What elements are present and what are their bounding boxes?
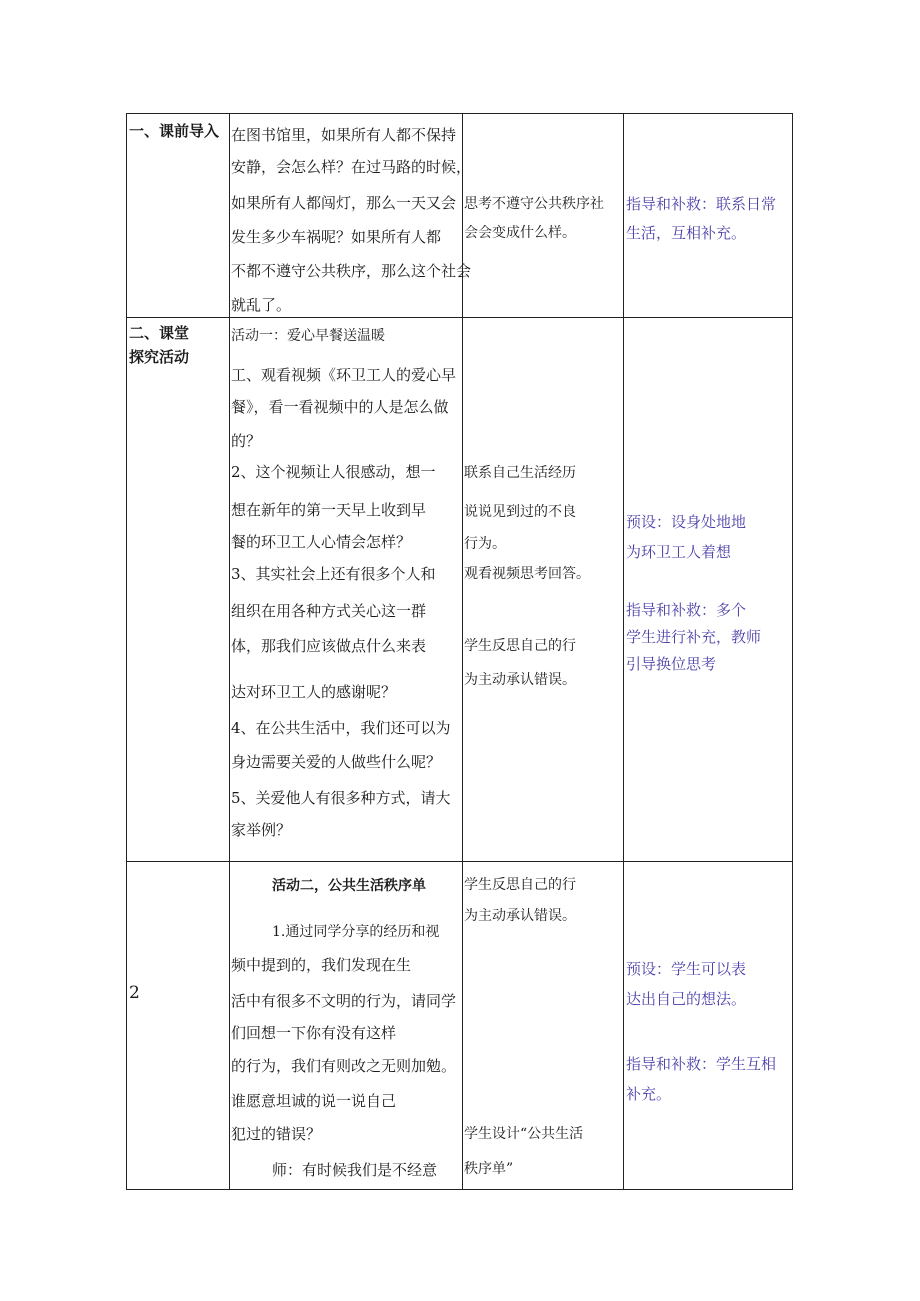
teacher-line: 不都不遵守公共秩序，那么这个社会 [231, 262, 472, 280]
teacher-line: 如果所有人都闯灯，那么一天又会 [231, 194, 457, 212]
row-divider-1 [126, 317, 793, 318]
student-line: 学生反思自己的行 [464, 877, 576, 893]
design-line: 引导换位思考 [626, 655, 717, 673]
design-line: 指导和补救：学生互相 [626, 1055, 777, 1073]
student-line: 联系自己生活经历 [464, 465, 576, 481]
teacher-line: 家举例？ [231, 821, 292, 839]
section-label-3: 2 [129, 983, 140, 1003]
table-divider-col3 [623, 113, 624, 1190]
teacher-line: 在图书馆里，如果所有人都不保持 [231, 126, 457, 144]
section-label-2b: 探究活动 [129, 348, 190, 366]
section-label-2: 二、课堂 [129, 324, 190, 342]
design-line: 为环卫工人着想 [626, 543, 732, 561]
teacher-line: 的？ [231, 432, 262, 450]
teacher-line: 体，那我们应该做点什么来表 [231, 637, 427, 655]
teacher-line: 就乱了。 [231, 296, 292, 314]
teacher-line: 餐》，看一看视频中的人是怎么做 [231, 398, 449, 416]
table-border-left [126, 113, 127, 1190]
design-line: 指导和补救：多个 [626, 601, 747, 619]
table-border-top [126, 113, 793, 114]
teacher-line: 师：有时候我们是不经意 [272, 1161, 438, 1179]
teacher-line: 2、这个视频让人很感动，想一 [231, 463, 436, 481]
teacher-line: 们回想一下你有没有这样 [231, 1024, 397, 1042]
teacher-line: 4、在公共生活中，我们还可以为 [231, 719, 451, 737]
teacher-line: 频中提到的，我们发现在生 [231, 956, 412, 974]
table-border-bottom [126, 1189, 793, 1190]
teacher-line: 活中有很多不文明的行为，请同学 [231, 992, 457, 1010]
teacher-line: 1.通过同学分享的经历和视 [272, 924, 440, 940]
row-divider-2 [126, 861, 793, 862]
table-border-right [792, 113, 793, 1190]
teacher-line: 犯过的错误？ [231, 1125, 322, 1143]
teacher-line: 达对环卫工人的感谢呢？ [231, 683, 397, 701]
design-line: 预设：学生可以表 [626, 960, 747, 978]
student-line: 会会变成什么样。 [464, 225, 576, 241]
teacher-line: 谁愿意坦诚的说一说自己 [231, 1092, 397, 1110]
teacher-line: 的行为，我们有则改之无则加勉。 [231, 1057, 457, 1075]
student-line: 为主动承认错误。 [464, 908, 576, 924]
teacher-line: 想在新年的第一天早上收到早 [231, 501, 427, 519]
student-line: 思考不遵守公共秩序社 [464, 196, 604, 212]
teacher-line: 工、观看视频《环卫工人的爱心早 [231, 366, 457, 384]
design-line: 预设：设身处地地 [626, 513, 747, 531]
student-line: 行为。 [464, 536, 506, 552]
student-line: 学生设计“公共生活 [464, 1126, 584, 1142]
table-divider-col1 [229, 113, 230, 1190]
student-line: 秩序单” [464, 1161, 514, 1177]
design-line: 学生进行补充，教师 [626, 628, 762, 646]
design-line: 指导和补救：联系日常 [626, 195, 777, 213]
teacher-line: 发生多少车祸呢？如果所有人都 [231, 228, 442, 246]
student-line: 学生反思自己的行 [464, 638, 576, 654]
teacher-line: 身边需要关爱的人做些什么呢？ [231, 753, 442, 771]
teacher-line-clipped [231, 1024, 461, 1042]
design-line: 达出自己的想法。 [626, 990, 747, 1008]
student-line: 观看视频思考回答。 [464, 566, 590, 582]
design-line: 补充。 [626, 1085, 672, 1103]
student-line: 说说见到过的不良 [464, 504, 576, 520]
teacher-line: 3、其实社会上还有很多个人和 [231, 565, 436, 583]
teacher-line: 餐的环卫工人心情会怎样？ [231, 533, 412, 551]
teacher-line: 活动一：爱心早餐送温暖 [231, 328, 385, 344]
teacher-line: 安静，会怎么样？在过马路的时候， [231, 158, 472, 176]
design-line: 生活，互相补充。 [626, 224, 747, 242]
student-line: 为主动承认错误。 [464, 672, 576, 688]
activity-title: 活动二，公共生活秩序单 [272, 878, 426, 894]
section-label-1: 一、课前导入 [129, 122, 220, 140]
teacher-line: 5、关爱他人有很多种方式，请大 [231, 789, 451, 807]
teacher-line: 组织在用各种方式关心这一群 [231, 602, 427, 620]
